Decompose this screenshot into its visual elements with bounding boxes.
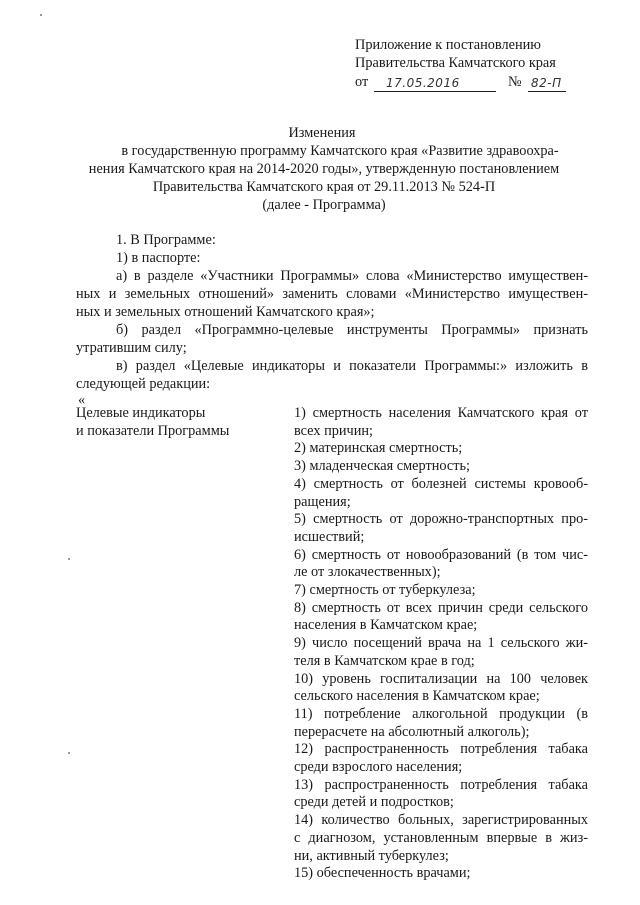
indicator-item-11-line-2: перерасчете на абсолютный алкоголь); <box>294 724 530 740</box>
paragraph-1: 1. В Программе: <box>116 232 216 248</box>
table-left-line-1: Целевые индикаторы <box>76 405 206 421</box>
indicator-item-14-line-1: 14) количество больных, зарегистрированных <box>294 812 588 828</box>
scan-speck <box>68 558 70 560</box>
paragraph-5-line-1: в) раздел «Целевые индикаторы и показатели Программы:» изложить в <box>116 358 588 374</box>
paragraph-4-line-2: утратившим силу; <box>76 340 187 356</box>
title-line-2: нения Камчатского края на 2014-2020 годы», утвержденную постановлением <box>88 161 560 177</box>
indicator-item-14-line-2: с диагнозом, установленным впервые в жиз- <box>294 830 588 846</box>
indicator-item-6-line-2: ле от злокачественных); <box>294 564 441 580</box>
table-left-line-2: и показатели Программы <box>76 423 230 439</box>
appendix-number: 82-П <box>531 76 562 90</box>
scan-speck <box>40 14 42 16</box>
indicator-item-9-line-2: теля в Камчатском крае в год; <box>294 653 475 669</box>
indicator-item-1-line-2: всех причин; <box>294 423 373 439</box>
indicator-item-14-line-3: ни, активный туберкулез; <box>294 848 449 864</box>
indicator-item-13-line-1: 13) распространенность потребления табака <box>294 777 588 793</box>
indicator-item-3-line-1: 3) младенческая смертность; <box>294 458 470 474</box>
opening-quote: « <box>78 392 86 408</box>
indicator-item-8-line-1: 8) смертность от всех причин среди сельского <box>294 600 588 616</box>
appendix-line-1: Приложение к постановлению <box>355 37 541 53</box>
indicator-item-13-line-2: среди детей и подростков; <box>294 794 454 810</box>
indicator-item-2-line-1: 2) материнская смертность; <box>294 440 463 456</box>
appendix-from-label: от <box>355 74 369 90</box>
indicator-item-5-line-2: исшествий; <box>294 529 365 545</box>
indicator-item-9-line-1: 9) число посещений врача на 1 сельского жи- <box>294 635 588 651</box>
indicator-item-10-line-2: сельского населения в Камчатском крае; <box>294 688 540 704</box>
indicator-item-7-line-1: 7) смертность от туберкулеза; <box>294 582 476 598</box>
title-heading: Изменения <box>288 125 356 141</box>
title-line-3: Правительства Камчатского края от 29.11.2013 № 524-П <box>152 179 496 195</box>
indicator-item-4-line-1: 4) смертность от болезней системы кровооб- <box>294 476 588 492</box>
paragraph-4-line-1: б) раздел «Программно-целевые инструменты Программы» признать <box>116 322 588 338</box>
paragraph-3-line-2: ных и земельных отношений» заменить словами «Министерство имуществен- <box>76 286 588 302</box>
indicator-item-10-line-1: 10) уровень госпитализации на 100 человек <box>294 671 588 687</box>
indicator-item-12-line-1: 12) распространенность потребления табака <box>294 741 588 757</box>
paragraph-2: 1) в паспорте: <box>116 250 201 266</box>
scan-speck <box>68 752 70 754</box>
appendix-line-2: Правительства Камчатского края <box>355 55 556 71</box>
indicator-item-1-line-1: 1) смертность населения Камчатского края от <box>294 405 588 421</box>
title-line-4: (далее - Программа) <box>262 197 386 213</box>
indicator-item-12-line-2: среди взрослого населения; <box>294 759 463 775</box>
title-line-1: в государственную программу Камчатского края «Развитие здравоохра- <box>121 143 559 159</box>
paragraph-3-line-1: а) в разделе «Участники Программы» слова «Министерство имуществен- <box>116 268 588 284</box>
indicator-item-11-line-1: 11) потребление алкогольной продукции (в <box>294 706 588 722</box>
paragraph-3-line-3: ных и земельных отношений Камчатского края»; <box>76 304 375 320</box>
indicator-item-4-line-2: ращения; <box>294 494 351 510</box>
indicator-item-6-line-1: 6) смертность от новообразований (в том чис- <box>294 547 588 563</box>
appendix-number-sign: № <box>508 74 522 90</box>
indicator-item-15-line-1: 15) обеспеченность врачами; <box>294 865 471 881</box>
paragraph-5-line-2: следующей редакции: <box>76 376 211 392</box>
indicator-item-5-line-1: 5) смертность от дорожно-транспортных про- <box>294 511 588 527</box>
indicator-item-8-line-2: населения в Камчатском крае; <box>294 617 478 633</box>
appendix-date: 17.05.2016 <box>386 76 460 90</box>
